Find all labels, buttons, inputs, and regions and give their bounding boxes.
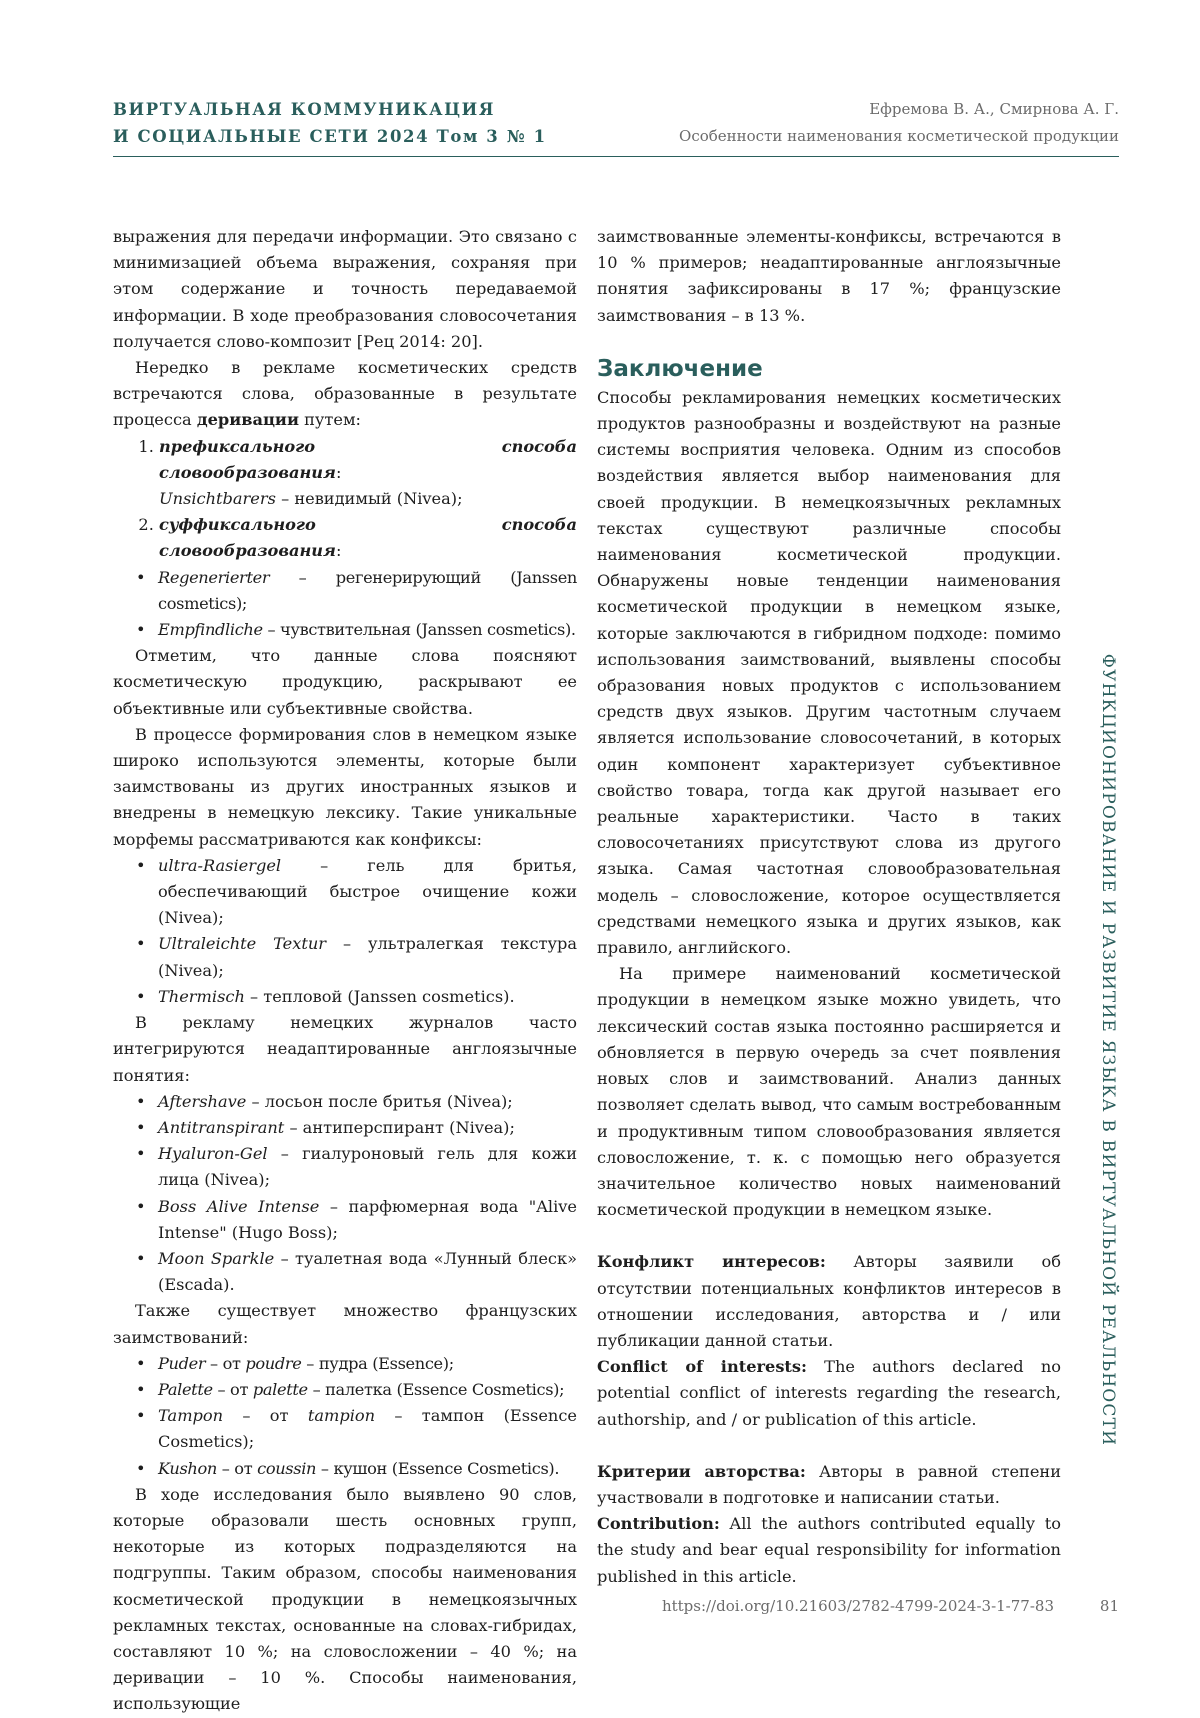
text-span: – регенерирующий (Janssen cosmetics); — [158, 567, 577, 613]
list-item — [158, 931, 577, 983]
bold-label: Конфликт интересов: — [597, 1252, 826, 1272]
text-span: Авторы заявили об отсутствии потенциальных конфликтов интересов в отношении исследования, авторства и / или публикации данной статьи. — [597, 1252, 1061, 1350]
italic-term: Tampon — [158, 1406, 224, 1426]
list-item — [159, 434, 577, 513]
bold-label: Conflict of interests: — [597, 1357, 807, 1377]
italic-term: Antitranspirant — [158, 1117, 285, 1137]
header-authors: Ефремова В. А., Смирнова А. Г. — [869, 100, 1119, 118]
section-title-conclusion: Заключение — [597, 355, 763, 382]
list-item — [158, 853, 577, 932]
list-item — [158, 565, 577, 617]
list-item — [158, 1115, 577, 1141]
italic-term: Moon Sparkle — [158, 1248, 275, 1268]
spacer — [597, 1433, 1061, 1459]
list-item — [158, 1141, 577, 1193]
sidebar-label: ФУНКЦИОНИРОВАНИЕ И РАЗВИТИЕ ЯЗЫКА В ВИРТУАЛЬНОЙ РЕАЛЬНОСТИ — [1098, 653, 1118, 1447]
bold-italic-term: префиксального способа словообразования — [159, 436, 577, 482]
text-span: – лосьон после бритья (Nivea); — [246, 1091, 513, 1111]
text-span: – от — [205, 1353, 246, 1373]
list-item — [158, 1194, 577, 1246]
text-span: : — [335, 541, 342, 561]
text-span: – невидимый (Nivea); — [275, 489, 463, 509]
paragraph: выражения для передачи информации. Это связано с минимизацией объема выражения, сохраняя при этом содержание и точность передаваемой информации. В ходе преобразования словосочетания получается слово-композит [Рец 2014: 20]. — [113, 227, 577, 351]
italic-term: Kushon — [158, 1458, 217, 1478]
list-item — [158, 1089, 577, 1115]
italic-term: Aftershave — [158, 1091, 247, 1111]
header-article-title: Особенности наименования косметической продукции — [679, 127, 1119, 145]
italic-term: Hyaluron-Gel — [158, 1144, 268, 1164]
bold-label: Критерии авторства: — [597, 1461, 806, 1481]
text-span: : — [335, 462, 342, 482]
text-span: – антиперспирант (Nivea); — [284, 1117, 515, 1137]
bold-label: Contribution: — [597, 1514, 720, 1534]
bold-term: деривации — [196, 410, 299, 430]
text-span: – парфюмерная вода "Alive Intense" (Hugo Boss); — [158, 1196, 577, 1242]
text-span: All the authors contributed equally to the study and bear equal responsibility for information published in this article. — [597, 1514, 1061, 1586]
bold-italic-term: суффиксального способа словообразования — [159, 515, 577, 561]
right-column — [597, 224, 1061, 1590]
paragraph: заимствованные элементы-конфиксы, встречаются в 10 % примеров; неадаптированные англоязычные понятия зафиксированы в 17 %; французские заимствования – в 13 %. — [597, 227, 1061, 325]
text-span: – тампон (Essence Cosmetics); — [158, 1406, 578, 1452]
text-span: – кушон (Essence Cosmetics). — [316, 1458, 560, 1478]
paragraph: Отметим, что данные слова поясняют косметическую продукцию, раскрывают ее объективные или субъективные свойства. — [113, 646, 577, 718]
paragraph: Способы рекламирования немецких косметических продуктов разнообразны и воздействуют на разные системы восприятия человека. Одним из способов воздействия является выбор наименования для своей продукции. В немецкоязычных рекламных текстах существуют различные способы наименования косметической продукции. Обнаружены новые тенденции наименования косметической продукции в немецком языке, которые заключаются в гибридном подходе: помимо использования заимствований, выявлены способы образования новых продуктов с использованием средств двух языков. Другим частотным случаем является использование словосочетаний, в которых один компонент характеризует субъективное свойство товара, тогда как другой называет его реальные характеристики. Часто в таких словосочетаниях присутствуют слова из другого языка. Самая частотная словообразовательная модель – словосложение, которое осуществляется средствами немецкого языка и других языков, как правило, английского. — [597, 387, 1061, 958]
text-span: – от — [223, 1406, 308, 1426]
list-item — [158, 617, 577, 643]
conflict-of-interest-en — [597, 1354, 1061, 1433]
text-span: – от — [212, 1379, 253, 1399]
contribution-ru — [597, 1459, 1061, 1511]
journal-title-line2: И СОЦИАЛЬНЫЕ СЕТИ 2024 Том 3 № 1 — [113, 127, 547, 146]
list-item — [158, 1377, 577, 1403]
contribution-en — [597, 1511, 1061, 1590]
text-span: Авторы в равной степени участвовали в подготовке и написании статьи. — [597, 1461, 1061, 1507]
italic-term: Unsichtbarers — [159, 489, 276, 509]
list-item — [159, 512, 577, 564]
italic-term: coussin — [257, 1458, 317, 1478]
text-span: – чувствительная (Janssen cosmetics). — [262, 620, 576, 640]
text-span: The authors declared no potential conflict of interests regarding the research, authorship, and / or publication of this article. — [597, 1357, 1061, 1429]
header-divider — [113, 156, 1119, 157]
list-item — [158, 1456, 577, 1482]
paragraph: В рекламу немецких журналов часто интегрируются неадаптированные англоязычные понятия: — [113, 1013, 577, 1085]
italic-term: poudre — [245, 1353, 302, 1373]
paragraph: Также существует множество французских заимствований: — [113, 1301, 577, 1347]
italic-term: palette — [252, 1379, 308, 1399]
text-span: Нередко в рекламе косметических средств встречаются слова, образованные в результате процесса — [113, 358, 577, 430]
italic-term: Puder — [158, 1353, 206, 1373]
journal-title-line1: ВИРТУАЛЬНАЯ КОММУНИКАЦИЯ — [113, 100, 495, 119]
conflict-of-interest-ru — [597, 1249, 1061, 1354]
italic-term: Empfindliche — [158, 620, 263, 640]
bullet-list — [113, 565, 577, 644]
text-span: – гиалуроновый гель для кожи лица (Nivea); — [158, 1144, 577, 1190]
text-span: – от — [216, 1458, 258, 1478]
text-span: – палетка (Essence Cosmetics); — [307, 1379, 565, 1399]
italic-term: Thermisch — [158, 986, 245, 1006]
list-item — [158, 1403, 577, 1455]
text-span: путем: — [298, 410, 361, 430]
italic-term: ultra-Rasiergel — [158, 855, 282, 875]
text-span: – тепловой (Janssen cosmetics). — [244, 986, 515, 1006]
italic-term: tampion — [307, 1406, 376, 1426]
paragraph: В процессе формирования слов в немецком языке широко используются элементы, которые были заимствованы из других иностранных языков и внедрены в немецкую лексику. Такие уникальные морфемы рассматриваются как конфиксы: — [113, 724, 577, 849]
text-span: – гель для бритья, обеспечивающий быстрое очищение кожи (Nivea); — [158, 855, 577, 928]
text-span: – пудра (Essence); — [301, 1353, 454, 1373]
bullet-list — [113, 853, 577, 1010]
list-item — [158, 984, 577, 1010]
list-item — [158, 1246, 577, 1298]
paragraph — [113, 355, 577, 434]
paragraph: В ходе исследования было выявлено 90 слов, которые образовали шесть основных групп, некоторые из которых подразделяются на подгруппы. Таким образом, способы наименования косметической продукции в немецкоязычных рекламных текстах, основанные на словах-гибридах, составляют 10 %; на словосложении – 40 %; на деривации – 10 %. Способы наименования, использующие — [113, 1484, 577, 1714]
bullet-list — [113, 1089, 577, 1299]
left-column — [113, 224, 577, 1718]
list-item — [158, 1351, 577, 1377]
text-span: – туалетная вода «Лунный блеск» (Escada). — [158, 1248, 577, 1295]
bullet-list — [113, 1351, 577, 1482]
italic-term: Boss Alive Intense — [158, 1196, 320, 1216]
italic-term: Ultraleichte Textur — [158, 934, 327, 954]
page-number: 81 — [1099, 1597, 1119, 1615]
journal-title — [113, 96, 633, 150]
text-span: – ультралегкая текстура (Nivea); — [158, 934, 578, 980]
italic-term: Palette — [158, 1379, 213, 1399]
numbered-list — [113, 434, 577, 565]
paragraph: На примере наименований косметической продукции в немецком языке можно увидеть, что лексический состав языка постоянно расширяется и обновляется в первую очередь за счет появления новых слов и заимствований. Анализ данных позволяет сделать вывод, что самым востребованным и продуктивным типом словообразования является словосложение, т. к. с помощью него образуется значительное количество новых наименований косметической продукции в немецком языке. — [597, 964, 1061, 1220]
spacer — [597, 1223, 1061, 1249]
italic-term: Regenerierter — [158, 567, 270, 587]
doi-link[interactable]: https://doi.org/10.21603/2782-4799-2024-3-1-77-83 — [661, 1597, 1054, 1615]
running-header — [559, 96, 1119, 150]
